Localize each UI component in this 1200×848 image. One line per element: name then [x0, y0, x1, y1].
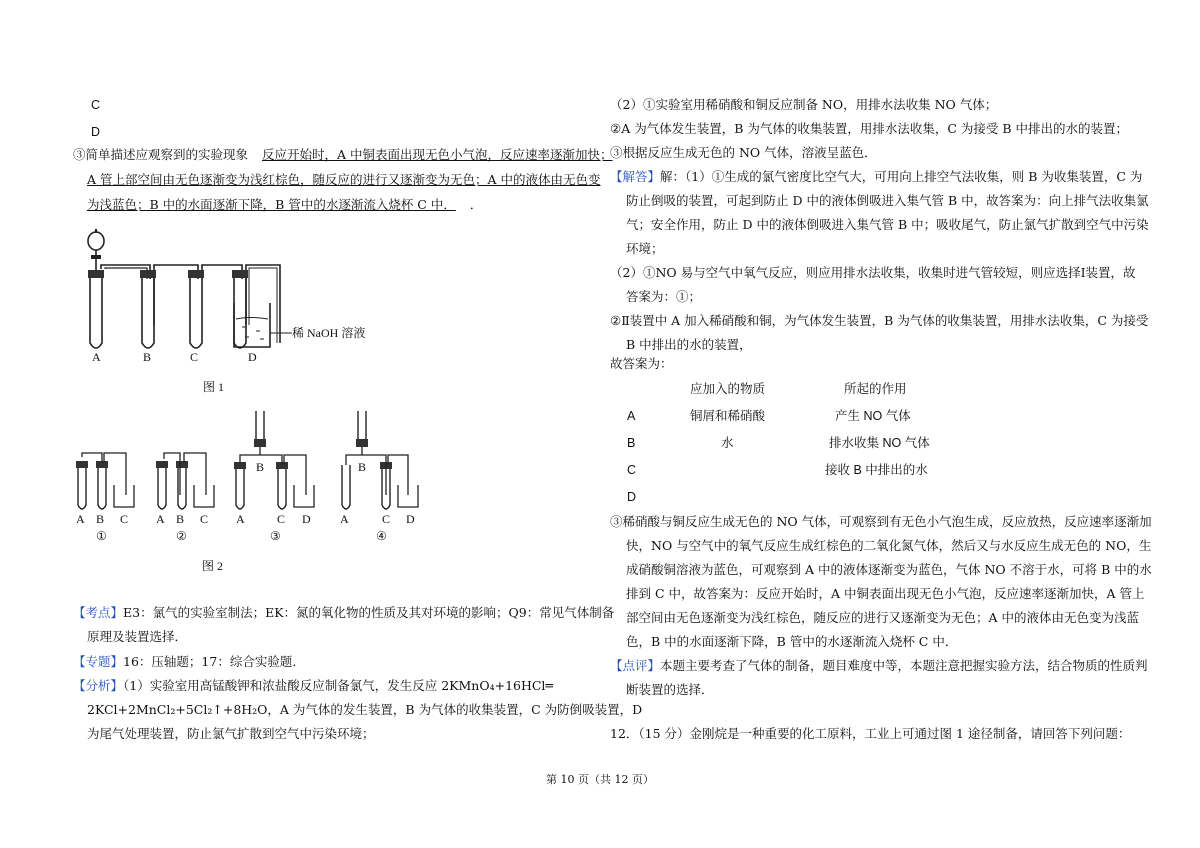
option-d: D [91, 125, 101, 139]
fig2-1-c: C [120, 512, 129, 526]
fig2-3-b: B [256, 460, 265, 474]
figure-1-apparatus [70, 225, 390, 405]
zhuanti-line [73, 654, 305, 670]
fig2-4-b: B [358, 460, 367, 474]
fig2-3-num: ③ [270, 529, 281, 543]
part2-line-2: 答案为：①； [626, 289, 702, 304]
fig2-4-c: C [382, 512, 391, 526]
part2-line-5: 故答案为： [610, 356, 673, 371]
table-row-c-label: C [627, 463, 637, 477]
fenxi-line-1 [73, 678, 553, 694]
table-header-substance: 应加入的物质 [690, 382, 766, 396]
fig1-label-c: C [190, 350, 199, 364]
fig1-label-b: B [143, 350, 152, 364]
fig2-3-a: A [236, 512, 245, 526]
kaodian-line-2: 原理及装置选择． [87, 629, 188, 644]
jieda-tag: 【解答】 [610, 169, 661, 184]
zhuanti-tag: 【专题】 [73, 654, 124, 669]
fig2-2-b: B [176, 512, 185, 526]
fig2-setup-2 [156, 453, 214, 509]
fenxi-text-1: （1）实验室用高锰酸钾和浓盐酸反应制备氯气，发生反应 2KMnO₄+16HCl═ [123, 678, 553, 693]
part3-line-3: 成硝酸铜溶液为蓝色，可观察到 A 中的液体逐渐变为蓝色，气体 NO 不溶于水，可将 B 中的水 [626, 562, 1152, 577]
fig2-2-c: C [200, 512, 209, 526]
option-c: C [91, 98, 101, 112]
q3-answer-3: 为浅蓝色；B 中的水面逐渐下降，B 管中的水逐渐流入烧杯 C 中． [87, 197, 456, 212]
dianping-line-2: 断装置的选择． [626, 682, 714, 697]
part3-line-5: 部空间由无色逐渐变为浅红棕色，随反应的进行又逐渐变为无色；A 中的液体由无色变为浅蓝 [626, 610, 1140, 625]
figure-2-apparatus [70, 405, 430, 580]
part2-line-4: B 中排出的水的装置， [626, 337, 752, 352]
table-row-b-substance: 水 [721, 436, 734, 450]
jieda-line-3: 气；安全作用，防止 D 中的液体倒吸进入集气管 B 中；吸收尾气，防止氯气扩散到空气中污染 [626, 217, 1149, 232]
fig1-solution-label: 稀 NaOH 溶液 [292, 326, 366, 340]
table-row-a-role: 产生 NO 气体 [835, 409, 911, 423]
kaodian-tag: 【考点】 [73, 605, 124, 620]
kaodian-text-1: E3：氯气的实验室制法；EK：氮的氧化物的性质及其对环境的影响；Q9：常见气体制备 [123, 605, 615, 620]
q3-line-4 [87, 197, 482, 213]
fig2-1-num: ① [96, 529, 107, 543]
q3-line-1 [73, 147, 613, 163]
dianping-text-1: 本题主要考查了气体的制备，题目难度中等，本题注意把握实验方法，结合物质的性质判 [660, 658, 1148, 673]
zhuanti-text: 16：压轴题；17：综合实验题． [123, 654, 305, 669]
fig2-1-b: B [96, 512, 105, 526]
jieda-line-2: 防止倒吸的装置，可起到防止 D 中的液体倒吸进入集气管 B 中，故答案为：向上排气法收集氯 [626, 193, 1149, 208]
fig2-setup-3 [234, 411, 314, 509]
jieda-text-1: 解：（1）①生成的氯气密度比空气大，可用向上排空气法收集，则 B 为收集装置，C 为 [660, 169, 1143, 184]
q3-answer-1: 反应开始时，A 中铜表面出现无色小气泡，反应速率逐渐加快； [262, 147, 613, 162]
fig1-caption: 图 1 [203, 380, 225, 394]
table-row-d-label: D [627, 490, 637, 504]
part3-line-6: 色，B 中的水面逐渐下降，B 管中的水逐渐流入烧杯 C 中． [626, 634, 958, 649]
fig2-3-c: C [277, 512, 286, 526]
table-row-c-role: 接收 B 中排出的水 [825, 463, 928, 477]
question-12: 12．（15 分）金刚烷是一种重要的化工原料，工业上可通过图 1 途径制备，请回答下列问题： [610, 726, 1131, 741]
q3-end: ． [469, 197, 483, 212]
dianping-tag: 【点评】 [610, 658, 661, 673]
fenxi-line-2: 2KCl+2MnCl₂+5Cl₂↑+8H₂O，A 为气体的发生装置，B 为气体的收集装置，C 为防倒吸装置，D [87, 702, 643, 717]
part3-line-1: ③稀硝酸与铜反应生成无色的 NO 气体，可观察到有无色小气泡生成，反应放热，反应速率逐渐加 [610, 514, 1152, 529]
fig1-label-a: A [92, 350, 101, 364]
dianping-line-1 [610, 658, 1148, 674]
q3-answer-2: A 管上部空间由无色逐渐变为浅红棕色，随反应的进行又逐渐变为无色；A 中的液体由无色变 [87, 172, 601, 187]
table-row-a-label: A [627, 409, 636, 423]
table-row-b-label: B [627, 436, 636, 450]
kaodian-line-1 [73, 605, 614, 621]
fenxi-tag: 【分析】 [73, 678, 124, 693]
fig2-4-d: D [406, 512, 415, 526]
part2-line-1: （2）①NO 易与空气中氧气反应，则应用排水法收集，收集时进气管较短，则应选择Ⅰ装置，故 [610, 265, 1136, 280]
part3-line-2: 快，NO 与空气中的氧气反应生成红棕色的二氧化氮气体，然后又与水反应生成无色的 NO，生 [626, 538, 1152, 553]
table-row-a-substance: 铜屑和稀硝酸 [690, 409, 766, 423]
fig2-3-d: D [302, 512, 311, 526]
part3-line-4: 排到 C 中，故答案为：反应开始时，A 中铜表面出现无色小气泡，反应速率逐渐加快，A 管上 [626, 586, 1145, 601]
fig1-label-d: D [248, 350, 257, 364]
right-top-line-2: ②A 为气体发生装置，B 为气体的收集装置，用排水法收集，C 为接受 B 中排出的水的装置； [610, 121, 1129, 136]
right-top-line-1: （2）①实验室用稀硝酸和铜反应制备 NO，用排水法收集 NO 气体； [610, 97, 998, 112]
jieda-line-4: 环境； [626, 241, 664, 256]
fig2-setup-4 [342, 411, 418, 509]
right-top-line-3: ③根据反应生成无色的 NO 气体，溶液呈蓝色． [610, 145, 877, 160]
page-footer: 第 10 页（共 12 页） [546, 773, 654, 786]
fig2-2-a: A [156, 512, 165, 526]
fig2-2-num: ② [176, 529, 187, 543]
table-row-b-role: 排水收集 NO 气体 [829, 436, 930, 450]
fig2-1-a: A [76, 512, 85, 526]
fig2-caption: 图 2 [202, 559, 224, 573]
fenxi-line-3: 为尾气处理装置，防止氯气扩散到空气中污染环境； [87, 726, 375, 741]
fig2-4-num: ④ [376, 529, 387, 543]
q3-prefix: ③简单描述应观察到的实验现象 [73, 147, 249, 162]
table-header-role: 所起的作用 [844, 382, 907, 396]
fig2-4-a: A [340, 512, 349, 526]
jieda-line-1 [610, 169, 1142, 185]
part2-line-3: ②Ⅱ装置中 A 加入稀硝酸和铜，为气体发生装置，B 为气体的收集装置，用排水法收集，C 为接受 [610, 313, 1149, 328]
fig2-setup-1 [76, 453, 134, 509]
